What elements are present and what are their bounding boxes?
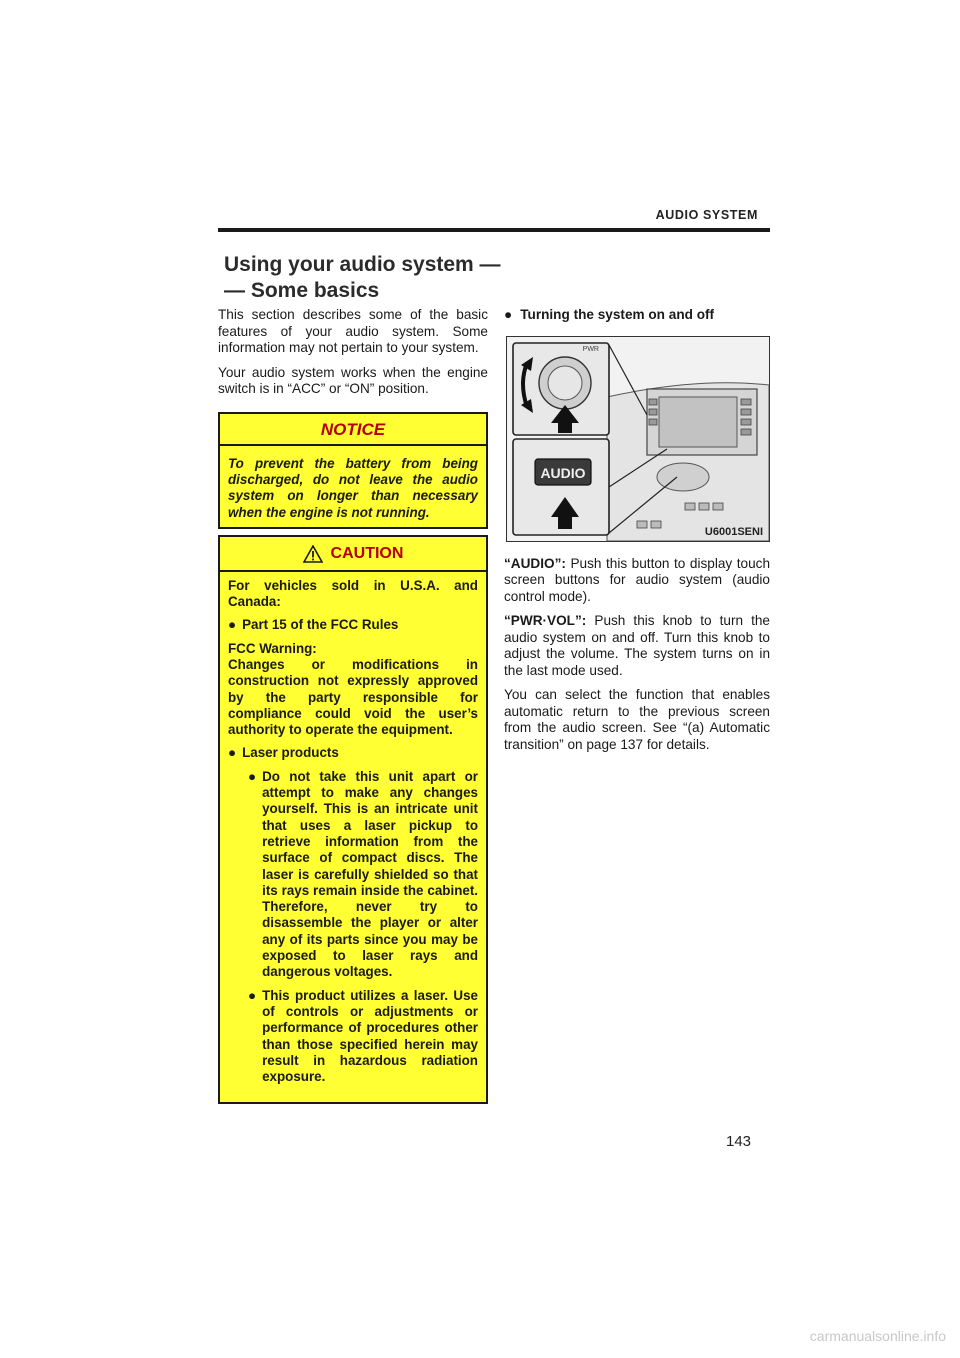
caution-title-row: [220, 537, 486, 572]
caution-sub-bullet-disassemble-text: Do not take this unit apart or attempt to make any changes yourself. This is an intricate unit that uses a laser pickup to retrieve information from the surface of compact discs. The laser is carefully shielded so that its rays remain inside the cabinet. Therefore, never try to disassemble the player or alter any of its parts since you may be exposed to laser rays and dangerous voltages.: [262, 768, 478, 980]
pwr-vol-description: [504, 613, 770, 679]
header-rule: [218, 228, 770, 232]
caution-bullet-fcc: [228, 617, 478, 633]
right-heading: [504, 307, 770, 324]
fcc-warning-label: FCC Warning:: [228, 640, 317, 656]
notice-box: [218, 412, 488, 529]
pwr-vol-desc: Push this knob to turn the audio system on and off. Turn this knob to adjust the volume. The system turns on in the last mode used.: [504, 613, 770, 678]
caution-sub-bullet-disassemble: [228, 769, 478, 981]
bullet-dot-icon: ●: [228, 745, 237, 761]
caution-title: CAUTION: [330, 544, 404, 562]
bullet-dot-icon: ●: [248, 768, 257, 784]
figure-knob-label: PWR: [582, 345, 599, 353]
figure-code: U6001SENI: [704, 525, 763, 538]
section-title: [224, 252, 501, 304]
caution-box: [218, 535, 488, 1105]
figure-button-label: AUDIO: [540, 464, 586, 481]
intro-paragraph-2: Your audio system works when the engine switch is in “ACC” or “ON” position.: [218, 364, 488, 396]
caution-bullet-laser: [228, 745, 478, 761]
dashboard-illustration: [507, 337, 769, 541]
caution-bullet-fcc-text: Part 15 of the FCC Rules: [242, 617, 399, 633]
caution-sub-bullet-radiation: [228, 988, 478, 1086]
right-heading-text: Turning the system on and off: [520, 307, 715, 322]
audio-button-description: [504, 556, 770, 606]
auto-return-paragraph: You can select the function that enables automatic return to the previous screen from the audio screen. See “(a) Automatic transition” on page 137 for details.: [504, 687, 770, 752]
bullet-dot-icon: ●: [248, 987, 257, 1003]
bullet-dot-icon: ●: [504, 307, 513, 322]
fcc-warning-text: Changes or modifications in construction not expressly approved by the party responsible for compliance could void the user’s authority to operate the equipment.: [228, 657, 478, 738]
right-column: [504, 307, 770, 761]
header-section-label: AUDIO SYSTEM: [655, 208, 758, 222]
pwr-vol-term: “PWR·VOL”:: [504, 613, 587, 628]
intro-paragraph-1: This section describes some of the basic features of your audio system. Some information may not pertain to your system.: [218, 307, 488, 355]
notice-text: To prevent the battery from being discharged, do not leave the audio system on longer than necessary when the engine is not running.: [228, 456, 478, 520]
watermark: carmanualsonline.info: [809, 1328, 946, 1344]
audio-desc: Push this button to display touch screen buttons for audio system (audio control mode).: [504, 555, 770, 604]
warning-triangle-icon: [303, 545, 323, 563]
caution-body: [220, 572, 486, 1086]
audio-term: “AUDIO”:: [504, 555, 566, 571]
page-number: 143: [726, 1133, 752, 1150]
left-column: [218, 307, 488, 1104]
audio-controls-figure: [506, 336, 770, 542]
notice-title: NOTICE: [220, 414, 486, 447]
caution-heading: For vehicles sold in U.S.A. and Canada:: [228, 577, 478, 610]
bullet-dot-icon: ●: [228, 617, 237, 633]
caution-bullet-laser-text: Laser products: [242, 745, 339, 761]
caution-sub-bullet-radiation-text: This product utilizes a laser. Use of controls or adjustments or performance of procedures other than those specified herein may result in hazardous radiation exposure.: [262, 987, 478, 1085]
section-title-line1: Using your audio system —: [224, 253, 501, 276]
section-title-line2: — Some basics: [224, 279, 380, 302]
fcc-warning: [228, 641, 478, 739]
